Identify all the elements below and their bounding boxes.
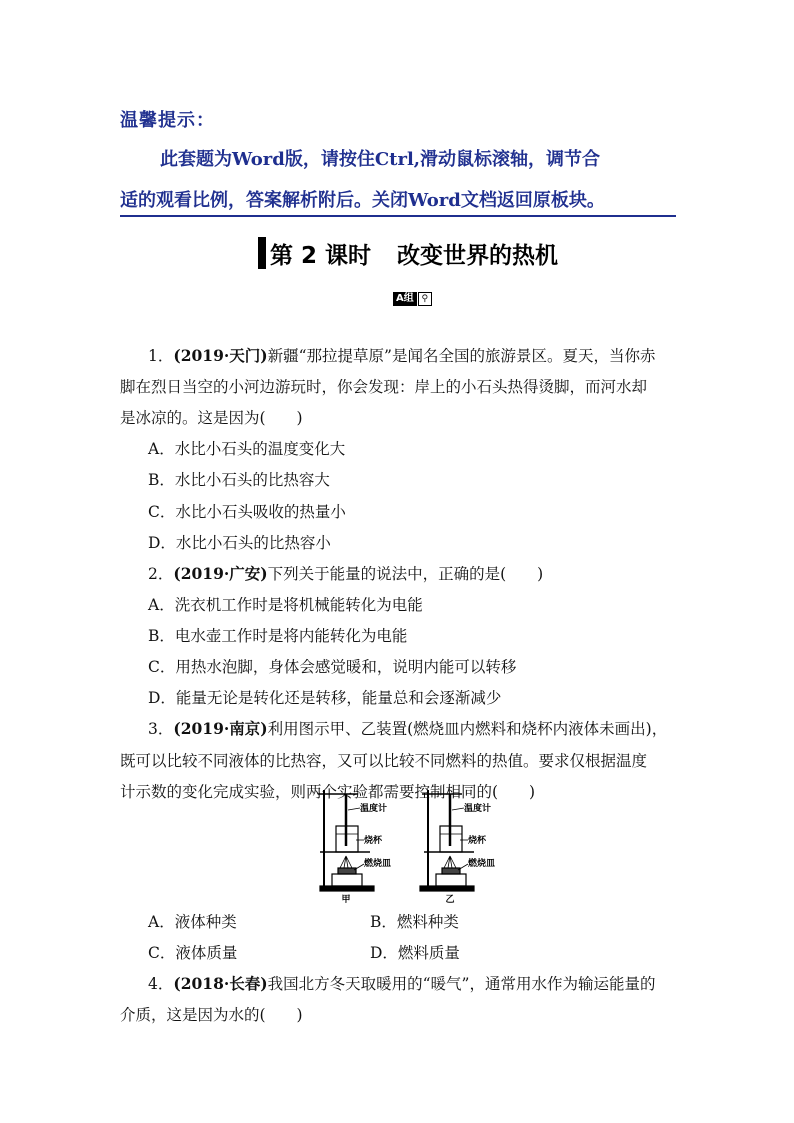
q2-option-c: C．用热水泡脚，身体会感觉暖和，说明内能可以转移 (148, 658, 517, 676)
caption-yi: 乙 (445, 895, 455, 904)
q2-line-1: 2．(2019·广安)下列关于能量的说法中，正确的是( ) (148, 564, 544, 583)
q3-line-1: 3．(2019·南京)利用图示甲、乙装置(燃烧皿内燃料和烧杯内液体未画出)， (148, 719, 668, 738)
heading-bar (258, 237, 266, 269)
q1-option-a: A．水比小石头的温度变化大 (148, 440, 346, 458)
q1-option-c: C．水比小石头吸收的热量小 (148, 503, 346, 521)
q1-line-1: 1．(2019·天门)新疆“那拉提草原”是闻名全国的旅游景区。夏天，当你赤 (148, 346, 656, 365)
q3-option-d: D．燃料质量 (370, 944, 460, 962)
q1-option-b: B．水比小石头的比热容大 (148, 471, 330, 489)
lesson-title: 改变世界的热机 (397, 242, 559, 269)
beaker-label-jia: 烧杯 (364, 836, 383, 846)
q1-line-2: 脚在烈日当空的小河边游玩时，你会发现：岸上的小石头热得烫脚，而河水却 (120, 378, 648, 396)
lesson-number: 第 2 课时 (270, 242, 372, 269)
beaker-label-yi: 烧杯 (468, 836, 487, 846)
q1-option-d: D．水比小石头的比热容小 (148, 534, 331, 552)
thermometer-label-jia: 温度计 (360, 804, 388, 814)
experiment-figure (312, 782, 512, 904)
magnifier-icon: ⚲ (418, 292, 432, 306)
group-badge (393, 292, 432, 306)
lesson-heading (258, 237, 558, 269)
burner-label-yi: 燃烧皿 (468, 859, 496, 869)
q3-option-a: A．液体种类 (148, 913, 237, 931)
tip-line-1: 此套题为Word版，请按住Ctrl,滑动鼠标滚轴，调节合 (160, 149, 601, 170)
tip-title: 温馨提示： (120, 110, 215, 131)
q2-option-a: A．洗衣机工作时是将机械能转化为电能 (148, 596, 423, 614)
q3-line-2: 既可以比较不同液体的比热容，又可以比较不同燃料的热值。要求仅根据温度 (120, 752, 648, 770)
thermometer-label-yi: 温度计 (464, 804, 492, 814)
q3-line-3: 计示数的变化完成实验，则两个实验都需要控制相同的( ) (120, 783, 536, 801)
q2-option-d: D．能量无论是转化还是转移，能量总和会逐渐减少 (148, 689, 502, 707)
q4-line-2: 介质，这是因为水的( ) (120, 1006, 303, 1024)
q2-option-b: B．电水壶工作时是将内能转化为电能 (148, 627, 408, 645)
q4-line-1: 4．(2018·长春)我国北方冬天取暖用的“暖气”，通常用水作为输运能量的 (148, 974, 656, 993)
caption-jia: 甲 (341, 895, 351, 904)
q3-option-c: C．液体质量 (148, 944, 238, 962)
q3-option-b: B．燃料种类 (370, 913, 459, 931)
burner-label-jia: 燃烧皿 (364, 859, 392, 869)
tip-line-2: 适的观看比例，答案解析附后。关闭Word文档返回原板块。 (120, 189, 676, 217)
group-label: A组 (393, 292, 417, 306)
q1-line-3: 是冰凉的。这是因为( ) (120, 409, 303, 427)
